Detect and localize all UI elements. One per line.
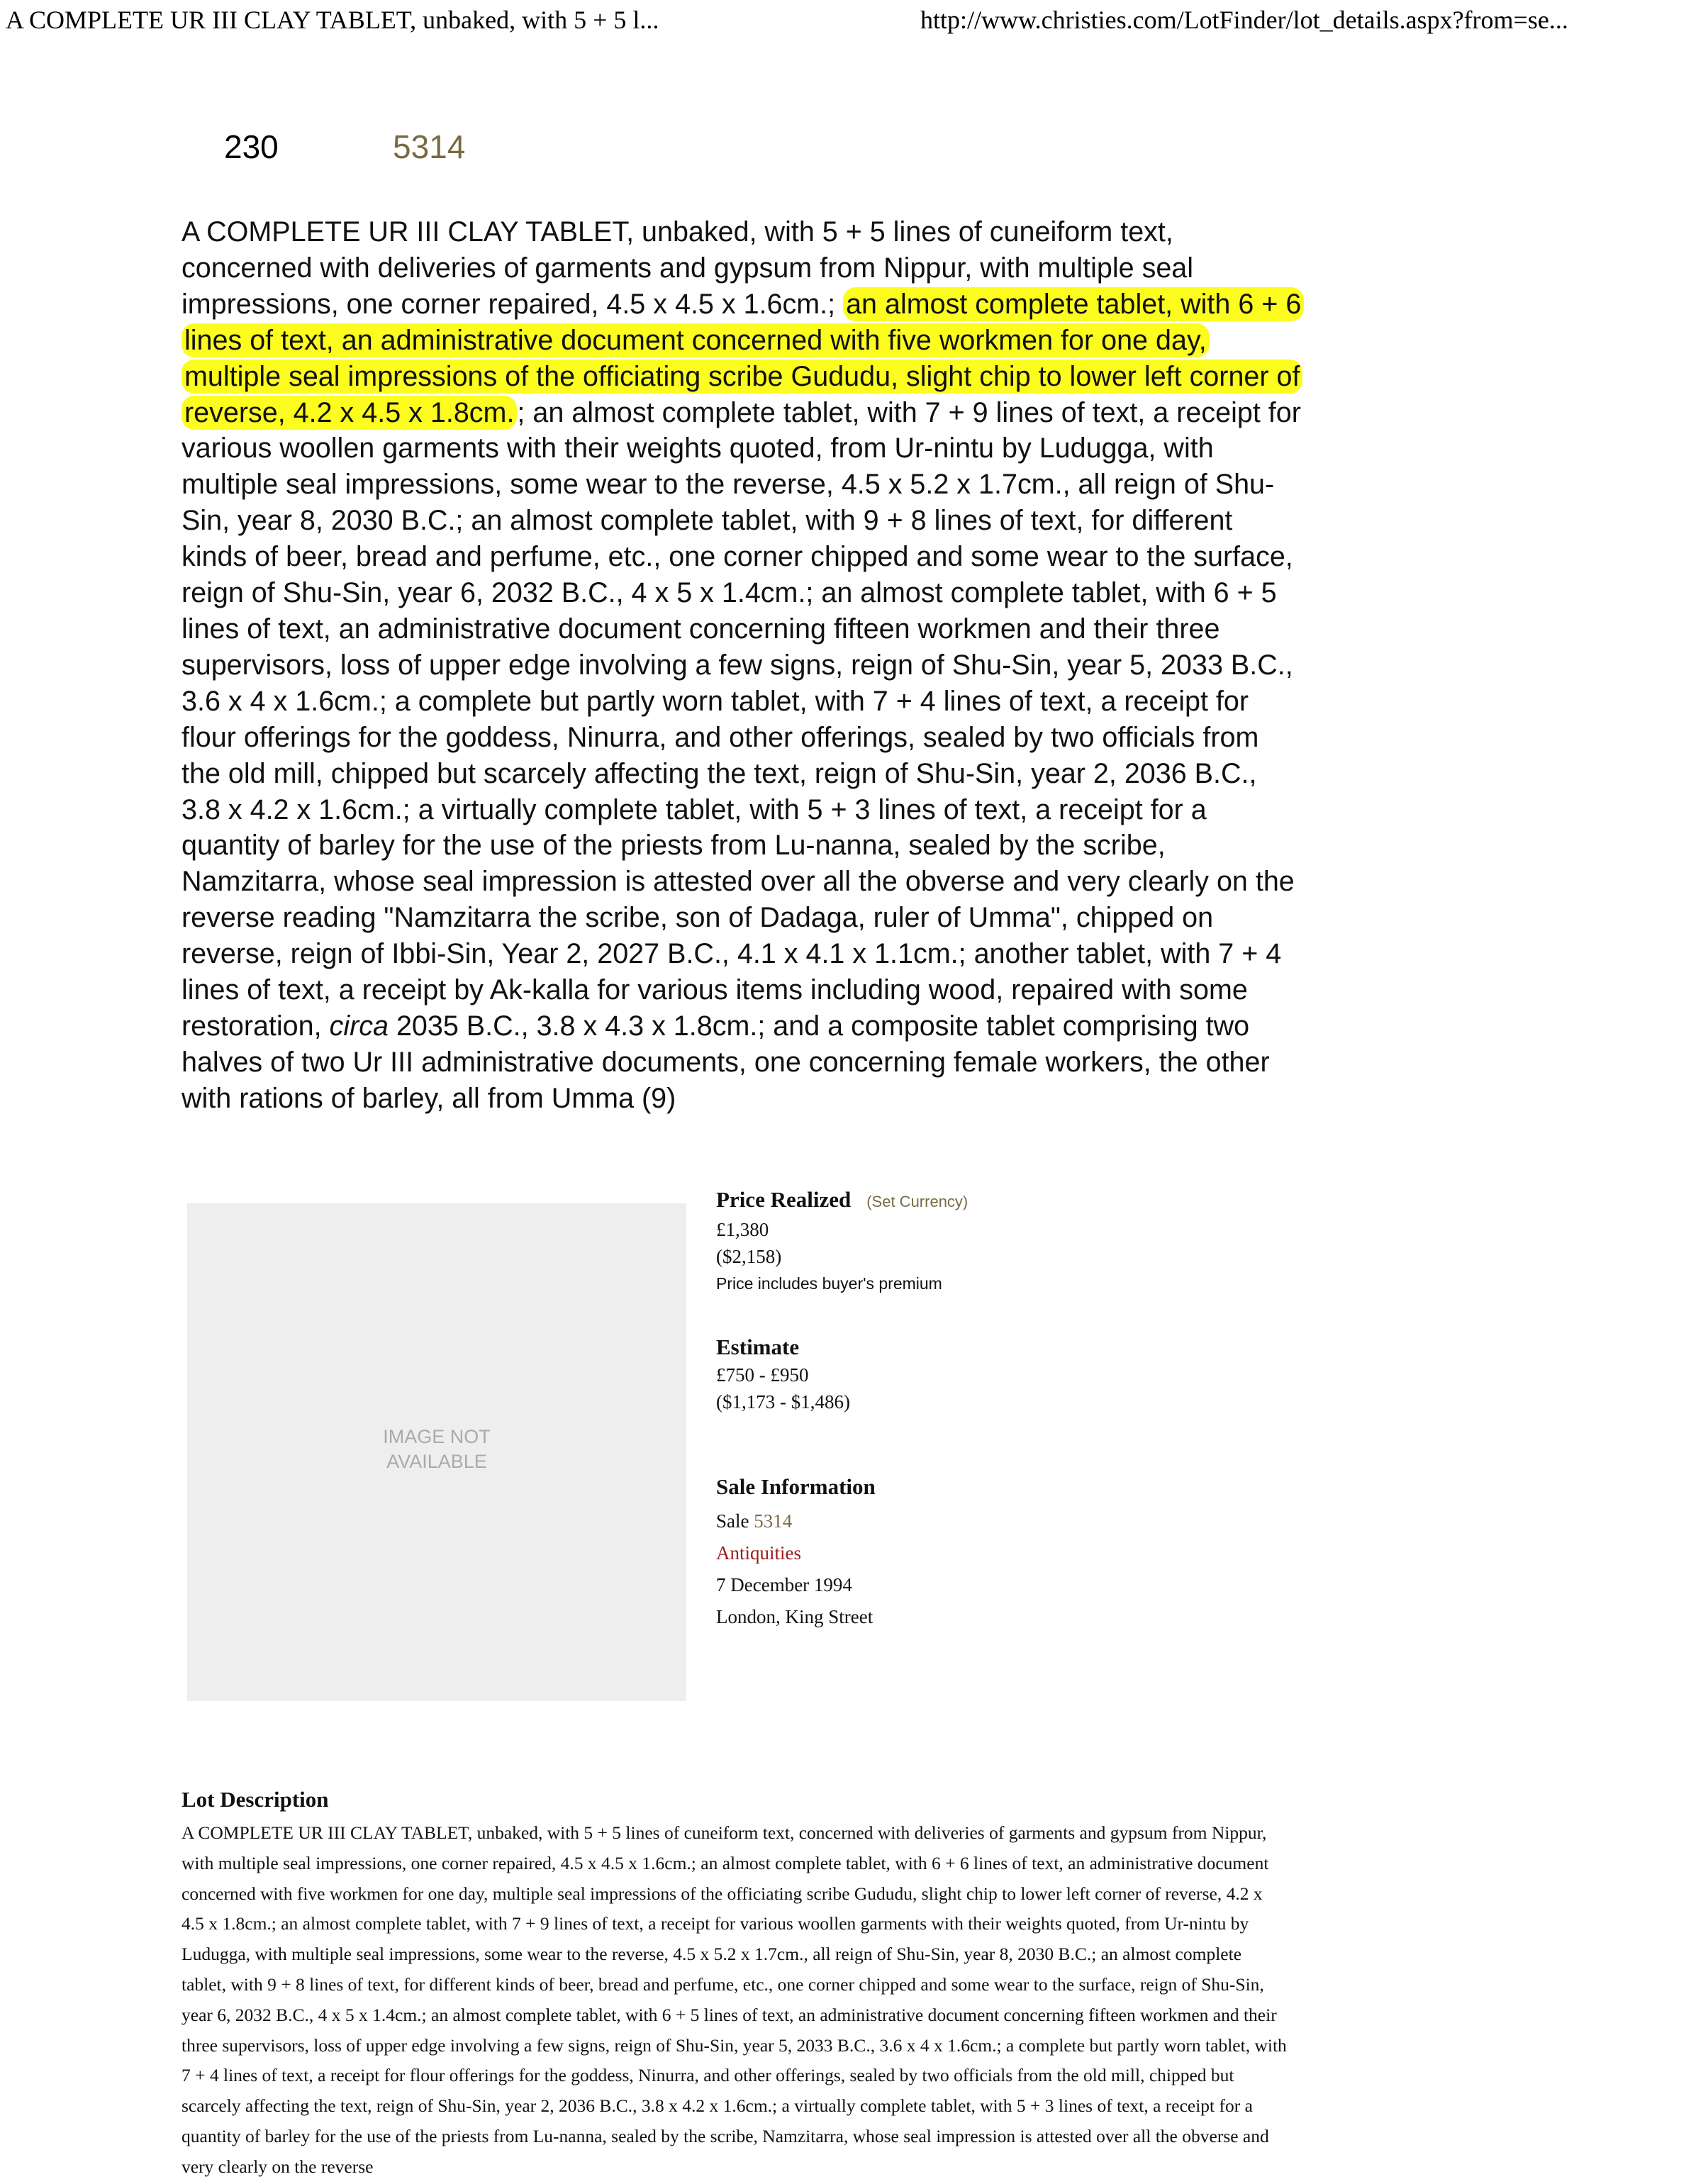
sale-number-link[interactable]: 5314: [393, 128, 466, 165]
department-line: [716, 1537, 876, 1569]
lot-title: [182, 214, 1302, 1117]
image-not-available-text: [187, 1425, 686, 1474]
sale-line: [716, 1505, 876, 1537]
estimate-section: [716, 1333, 850, 1415]
buyers-premium-note: Price includes buyer's premium: [716, 1274, 942, 1293]
lot-description-section: [182, 1785, 1288, 2183]
estimate-heading: Estimate: [716, 1335, 800, 1359]
print-header-title: A COMPLETE UR III CLAY TABLET, unbaked, with 5 + 5 l...: [6, 6, 659, 34]
image-not-available-line-2: AVAILABLE: [386, 1451, 487, 1472]
estimate-gbp: £750 - £950: [716, 1364, 809, 1386]
price-realized-usd: ($2,158): [716, 1246, 782, 1267]
sale-information-section: [716, 1473, 876, 1633]
set-currency-link[interactable]: (Set Currency): [866, 1193, 969, 1210]
lot-title-part-3: 2035 B.C., 3.8 x 4.3 x 1.8cm.; and a composite tablet comprising two halves of two Ur III administrative documents, one concerning female workers, the other with rations of barley, all from Umma (9): [182, 1010, 1270, 1114]
print-header: [0, 0, 1708, 43]
image-not-available-line-1: IMAGE NOT: [383, 1426, 491, 1447]
print-header-url: http://www.christies.com/LotFinder/lot_details.aspx?from=se...: [920, 6, 1568, 34]
sale-label: Sale: [716, 1510, 749, 1532]
department-link[interactable]: Antiquities: [716, 1542, 801, 1564]
sale-date: 7 December 1994: [716, 1574, 852, 1595]
lot-image-placeholder: [187, 1203, 686, 1701]
sale-info-number-link[interactable]: 5314: [754, 1510, 793, 1532]
estimate-usd: ($1,173 - $1,486): [716, 1391, 850, 1413]
sale-information-heading: Sale Information: [716, 1474, 876, 1499]
highlighted-text: an almost complete tablet, with 6 + 6 lines of text, an administrative document concerned with five workmen for one day, multiple seal impressions of the officiating scribe Gududu, slight chip to lower left corner of reverse, 4.2 x 4.5 x 1.8cm.: [182, 287, 1304, 430]
price-realized-gbp: £1,380: [716, 1219, 769, 1240]
sale-location: London, King Street: [716, 1606, 873, 1627]
lot-title-part-1: A COMPLETE UR III CLAY TABLET, unbaked, with 5 + 5 lines of cuneiform text, concerned with deliveries of garments and gypsum from Nippur, with multiple seal impressions, one corner repaired, 4.5 x 4.5 x 1.6cm.;: [182, 216, 1194, 320]
price-realized-section: [716, 1186, 968, 1297]
lot-title-part-2: ; an almost complete tablet, with 7 + 9 lines of text, a receipt for various woollen garments with their weights quoted, from Ur-nintu by Ludugga, with multiple seal impressions, some wear to the reverse, 4.5 x 5.2 x 1.7cm., all reign of Shu-Sin, year 8, 2030 B.C.; an almost complete tablet, with 9 + 8 lines of text, for different kinds of beer, bread and perfume, etc., one corner chipped and some wear to the surface, reign of Shu-Sin, year 6, 2032 B.C., 4 x 5 x 1.4cm.; an almost complete tablet, with 6 + 5 lines of text, an administrative document concerning fifteen workmen and their three supervisors, loss of upper edge involving a few signs, reign of Shu-Sin, year 5, 2033 B.C., 3.6 x 4 x 1.6cm.; a complete but partly worn tablet, with 7 + 4 lines of text, a receipt for flour offerings for the goddess, Ninurra, and other offerings, sealed by two officials from the old mill, chipped but scarcely affecting the text, reign of Shu-Sin, year 2, 2036 B.C., 3.8 x 4.2 x 1.6cm.; a virtually complete tablet, with 5 + 3 lines of text, a receipt for a quantity of barley for the use of the priests from Lu-nanna, sealed by the scribe, Namzitarra, whose seal impression is attested over all the obverse and very clearly on the reverse reading "Namzitarra the scribe, son of Dadaga, ruler of Umma", chipped on reverse, reign of Ibbi-Sin, Year 2, 2027 B.C., 4.1 x 4.1 x 1.1cm.; another tablet, with 7 + 4 lines of text, a receipt by Ak-kalla for various items including wood, repaired with some restoration,: [182, 396, 1301, 1042]
price-realized-label: Price Realized: [716, 1187, 852, 1212]
lot-title-italic: circa: [329, 1010, 389, 1042]
lot-description-body: A COMPLETE UR III CLAY TABLET, unbaked, with 5 + 5 lines of cuneiform text, concerned with deliveries of garments and gypsum from Nippur, with multiple seal impressions, one corner repaired, 4.5 x 4.5 x 1.6cm.; an almost complete tablet, with 6 + 6 lines of text, an administrative document concerned with five workmen for one day, multiple seal impressions of the officiating scribe Gududu, slight chip to lower left corner of reverse, 4.2 x 4.5 x 1.8cm.; an almost complete tablet, with 7 + 9 lines of text, a receipt for various woollen garments with their weights quoted, from Ur-nintu by Ludugga, with multiple seal impressions, some wear to the reverse, 4.5 x 5.2 x 1.7cm., all reign of Shu-Sin, year 8, 2030 B.C.; an almost complete tablet, with 9 + 8 lines of text, for different kinds of beer, bread and perfume, etc., one corner chipped and some wear to the surface, reign of Shu-Sin, year 6, 2032 B.C., 4 x 5 x 1.4cm.; an almost complete tablet, with 6 + 5 lines of text, an administrative document concerning fifteen workmen and their three supervisors, loss of upper edge involving a few signs, reign of Shu-Sin, year 5, 2033 B.C., 3.6 x 4 x 1.6cm.; a complete but partly worn tablet, with 7 + 4 lines of text, a receipt for flour offerings for the goddess, Ninurra, and other offerings, sealed by two officials from the old mill, chipped but scarcely affecting the text, reign of Shu-Sin, year 2, 2036 B.C., 3.8 x 4.2 x 1.6cm.; a virtually complete tablet, with 5 + 3 lines of text, a receipt for a quantity of barley for the use of the priests from Lu-nanna, sealed by the scribe, Namzitarra, whose seal impression is attested over all the obverse and very clearly on the reverse: [182, 1822, 1287, 2177]
price-realized-heading: [716, 1186, 968, 1216]
lot-description-heading: Lot Description: [182, 1787, 329, 1812]
lot-number: 230: [224, 128, 279, 165]
